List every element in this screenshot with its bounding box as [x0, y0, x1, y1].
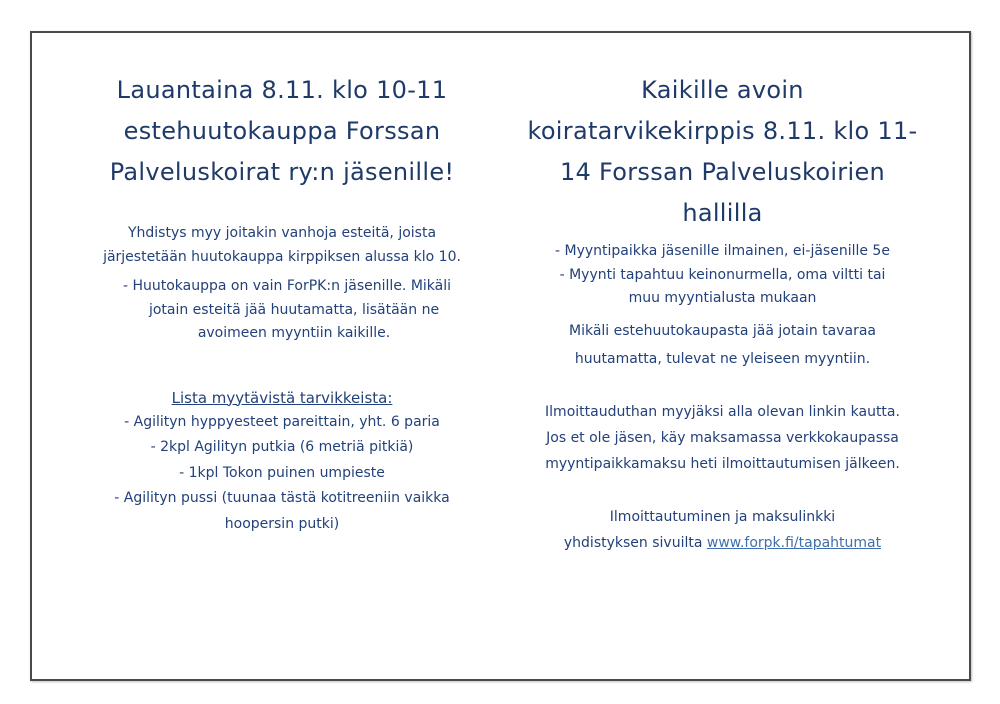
link-line [505, 530, 940, 556]
left-heading-line: Lauantaina 8.11. klo 10-11 [116, 76, 448, 104]
right-heading-line: koiratarvikekirppis 8.11. klo 11- [527, 117, 918, 145]
link-intro: Ilmoittautuminen ja maksulinkki [609, 508, 836, 525]
signup-line: Ilmoittauduthan myyjäksi alla olevan linkin kautta. [545, 403, 900, 420]
right-column [505, 70, 940, 556]
right-note [505, 317, 940, 373]
list-item: - Agilityn hyppyesteet pareittain, yht. 6 paria [124, 413, 440, 430]
left-heading [62, 70, 502, 193]
item-list [62, 386, 502, 538]
intro-line: Yhdistys myy joitakin vanhoja esteitä, joista [127, 225, 437, 241]
link-prefix: yhdistyksen sivuilta [563, 534, 707, 551]
signup-line: Jos et ole jäsen, käy maksamassa verkkokaupassa [546, 429, 899, 446]
bullet-line: muu myyntialusta mukaan [628, 290, 817, 306]
left-heading-line: Palveluskoirat ry:n jäsenille! [109, 158, 455, 186]
right-link-block [505, 504, 940, 556]
list-title: Lista myytävistä tarvikkeista: [171, 388, 393, 407]
signup-line: myyntipaikkamaksu heti ilmoittautumisen jälkeen. [545, 455, 900, 472]
list-item: - 1kpl Tokon puinen umpieste [179, 464, 385, 481]
left-intro [62, 222, 502, 269]
bullet-line: avoimeen myyntiin kaikille. [197, 325, 391, 341]
list-item: - Agilityn pussi (tuunaa tästä kotitreeniin vaikka [114, 490, 450, 506]
right-signup [505, 399, 940, 477]
right-heading [505, 70, 940, 234]
intro-line: järjestetään huutokauppa kirppiksen alussa klo 10. [103, 248, 461, 265]
note-line: Mikäli estehuutokaupasta jää jotain tavaraa [569, 322, 876, 339]
events-link[interactable]: www.forpk.fi/tapahtumat [706, 534, 882, 551]
bullet-line: - Myyntipaikka jäsenille ilmainen, ei-jäsenille 5e [555, 243, 890, 259]
left-column [62, 70, 502, 537]
right-heading-line: Kaikille avoin [641, 76, 804, 104]
right-bullets [505, 240, 940, 311]
bullet-line: - Huutokauppa on vain ForPK:n jäsenille. Mikäli [122, 278, 452, 294]
list-item: hoopersin putki) [224, 515, 340, 532]
note-line: huutamatta, tulevat ne yleiseen myyntiin. [574, 350, 871, 367]
list-item: - 2kpl Agilityn putkia (6 metriä pitkiä) [150, 439, 414, 455]
bullet-line: jotain esteitä jää huutamatta, lisätään ne [148, 301, 440, 318]
right-heading-line: 14 Forssan Palveluskoirien [559, 158, 886, 186]
right-heading-line: hallilla [682, 199, 763, 227]
left-bullets [62, 275, 502, 346]
left-heading-line: estehuutokauppa Forssan [123, 117, 441, 145]
bullet-line: - Myynti tapahtuu keinonurmella, oma viltti tai [559, 266, 886, 283]
